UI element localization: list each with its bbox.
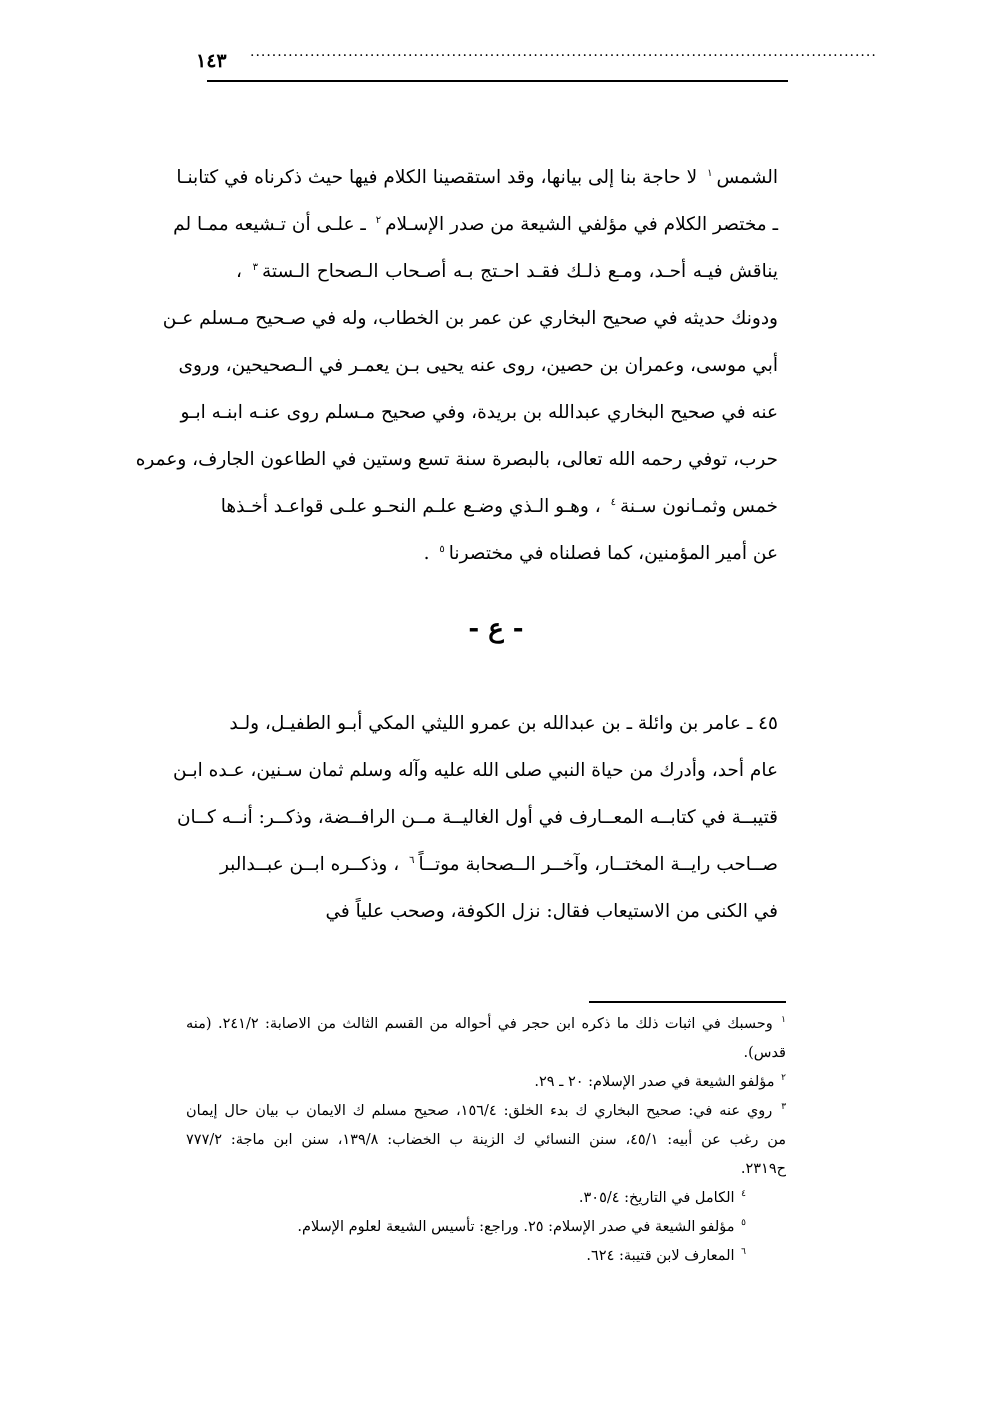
paragraph-line: حرب، توفي رحمه الله تعالى، بالبصرة سنة تسع وستين في الطاعون الجارف، وعمره <box>135 449 778 470</box>
section-heading: - ع - <box>468 614 524 644</box>
footnote-separator <box>589 1001 786 1003</box>
footnote-line: ح٢٣١٩. <box>740 1161 786 1177</box>
footnote-line: قدس). <box>743 1045 786 1061</box>
footnote-line: $^٢$ مؤلفو الشيعة في صدر الإسلام: ٢٠ ـ ٢٩. <box>534 1073 786 1090</box>
footnote-number: ٤ <box>741 1189 746 1200</box>
paragraph-line: خمس وثمـانون سـنة$^٤$ ، وهـو الـذي وضـع علـم النحـو علـى قواعـد أخـذها <box>220 496 778 517</box>
header-rule <box>207 80 788 82</box>
page-header <box>0 44 992 94</box>
footnote-line: من رغب عن أبيه: ٤٥/١، سنن النسائي ك الزينة ب الخضاب: ١٣٩/٨، سنن ابن ماجة: ٧٧٧/٢ <box>186 1132 786 1148</box>
footnote-number: ٣ <box>781 1102 787 1113</box>
paragraph-line: في الكنى من الاستيعاب فقال: نزل الكوفة، وصحب علياً في <box>325 901 778 922</box>
footnote-4 <box>186 1184 786 1213</box>
footnote-number: ٦ <box>741 1247 746 1258</box>
footnote-number: ٢ <box>781 1073 786 1084</box>
footnote-number: ٥ <box>741 1218 746 1229</box>
footnote-number: ١ <box>781 1015 787 1026</box>
footnote-line: $^٣$ روي عنه في: صحيح البخاري ك بدء الخلق: ١٥٦/٤، صحيح مسلم ك الايمان ب بيان حال إيمان <box>186 1102 787 1119</box>
paragraph-line: ـ مختصر الكلام في مؤلفي الشيعة من صدر الإسـلام$^٢$ ـ علـى أن تـشيعه ممـا لم <box>173 214 778 235</box>
paragraph-line: عام أحد، وأدرك من حياة النبي صلى الله عليه وآله وسلم ثمان سـنين، عـده ابـن <box>172 760 778 781</box>
footnote-ref: ٢ <box>375 214 382 226</box>
paragraph-1 <box>135 154 778 577</box>
paragraph-line: قتيبــة في كتابــه المعــارف في أول الغاليــة مــن الرافــضة، وذكــر: أنــه كــان <box>176 807 778 828</box>
paragraph-line: ٤٥ ـ عامر بن وائلة ـ بن عبدالله بن عمرو الليثي المكي أبـو الطفيـل، ولـد <box>229 713 778 734</box>
footnote-ref: ٤ <box>610 496 616 508</box>
footnote-line: $^٦$ المعارف لابن قتيبة: ٦٢٤. <box>586 1247 746 1264</box>
footnote-6 <box>186 1242 786 1271</box>
footnote-line: $^٥$ مؤلفو الشيعة في صدر الإسلام: ٢٥. وراجع: تأسيس الشيعة لعلوم الإسلام. <box>297 1218 746 1235</box>
header-dotted-leader: ................................................................................................................... <box>250 44 877 60</box>
paragraph-line: ودونك حديثه في صحيح البخاري عن عمر بن الخطاب، وله في صـحيح مـسلم عـن <box>162 308 778 329</box>
footnote-3 <box>186 1097 786 1184</box>
footnote-line: $^٤$ الكامل في التاريخ: ٣٠٥/٤. <box>578 1189 746 1206</box>
footnote-2 <box>186 1068 786 1097</box>
paragraph-line: عن أمير المؤمنين، كما فصلناه في مختصرنا$^٥$ . <box>423 543 778 564</box>
footnote-ref: ٥ <box>439 543 445 555</box>
footnote-1 <box>186 1010 786 1068</box>
paragraph-line: أبي موسى، وعمران بن حصين، روى عنه يحيى بـن يعمـر في الـصحيحين، وروى <box>178 355 778 376</box>
footnote-5 <box>186 1213 786 1242</box>
paragraph-line: يناقش فيـه أحـد، ومـع ذلـك فقـد احـتج بـه أصـحاب الـصحاح الـستة$^٣$ ، <box>236 261 778 282</box>
paragraph-2 <box>172 700 778 935</box>
footnotes <box>186 1010 786 1271</box>
footnote-line: $^١$ وحسبك في اثبات ذلك ما ذكره ابن حجر في أحواله من القسم الثالث من الاصابة: ٢٤١/٢. (منه <box>186 1015 787 1032</box>
page-number: ١٤٣ <box>196 50 227 72</box>
paragraph-line: صــاحب رايــة المختــار، وآخــر الــصحابة موتــاً$^٦$ ، وذكــره ابــن عبــدالبر <box>219 854 778 875</box>
footnote-ref: ١ <box>707 167 713 179</box>
paragraph-line: عنه في صحيح البخاري عبدالله بن بريدة، وفي صحيح مـسلم روى عنـه ابنـه ابـو <box>180 402 778 423</box>
footnote-ref: ٦ <box>409 854 415 866</box>
footnote-ref: ٣ <box>252 261 258 273</box>
paragraph-line: الشمس$^١$ لا حاجة بنا إلى بيانها، وقد استقصينا الكلام فيها حيث ذكرناه في كتابنـا <box>176 167 778 188</box>
